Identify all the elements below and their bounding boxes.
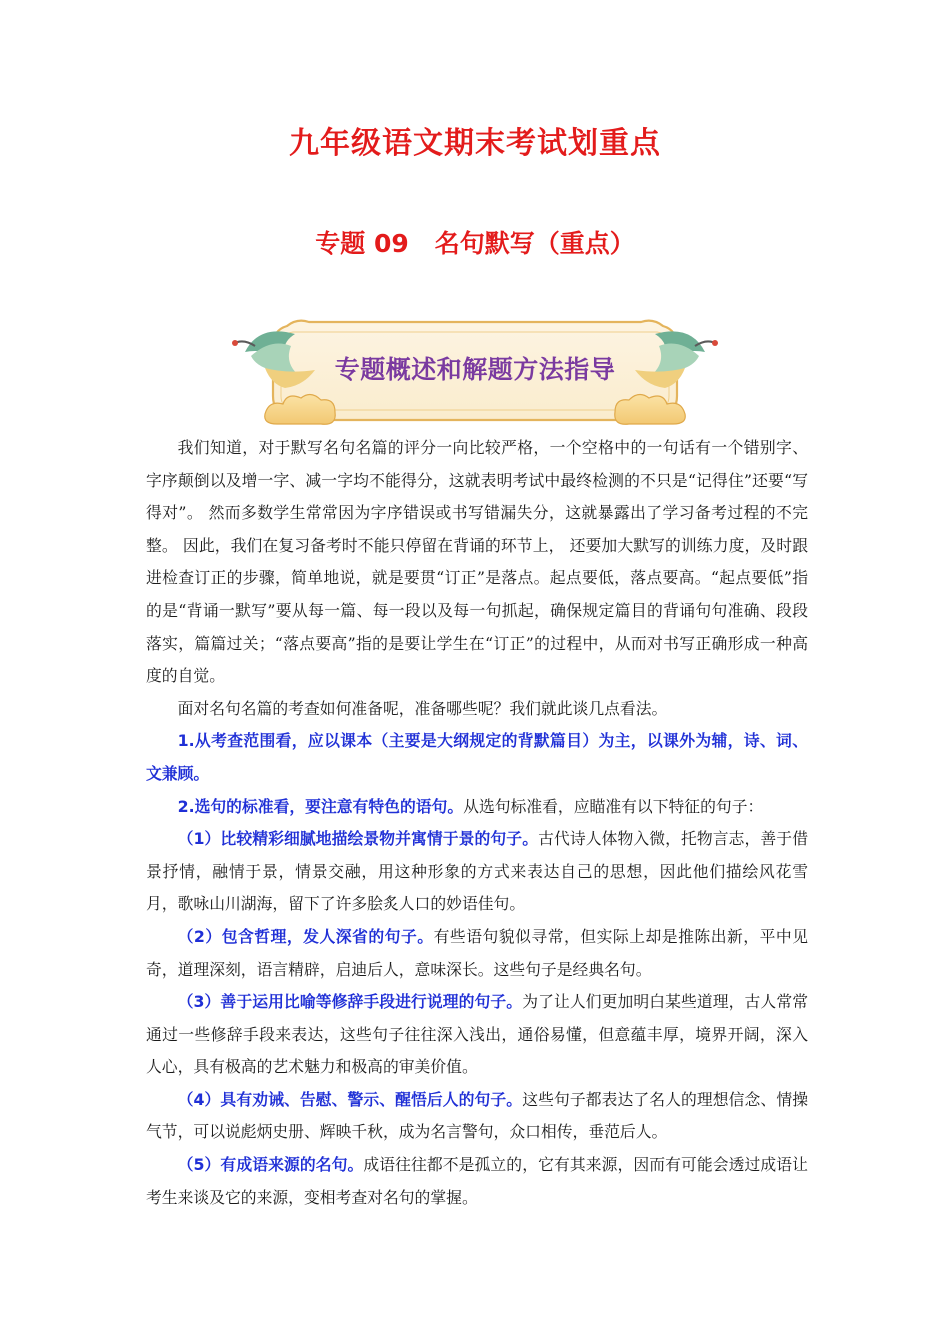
section-banner xyxy=(225,312,725,434)
paragraph-intro: 我们知道，对于默写名句名篇的评分一向比较严格，一个空格中的一句话有一个错别字、字序颠倒以及增一字、减一字均不能得分，这就表明考试中最终检测的不只是“记得住”还要“写得对”。 然而多数学生常常因为字序错误或书写错漏失分，这就暴露出了学习备考过程的不完整。 因此，我们在复习备考时不能只停留在背诵的环节上， 还要加大默写的训练力度，及时跟进检查订正的步骤，简单地说，就是要贯“订正”是落点。起点要低，落点要高。“起点要低”指的是“背诵一默写”要从每一篇、每一段以及每一句抓起，确保规定篇目的背诵句句准确、段段落实，篇篇过关；“落点要高”指的是要让学生在“订正”的过程中，从而对书写正确形成一种高度的自觉。 xyxy=(146,438,808,686)
sub-point-1-heading: （1）比较精彩细腻地描绘景物并寓情于景的句子。 xyxy=(177,829,539,849)
main-title: 九年级语文期末考试划重点 xyxy=(289,126,661,161)
sub-point-4-text: 这些句子都表达了名人的理想信念、情操气节，可以说彪炳史册、辉映千秋，成为名言警句，众口相传，垂范后人。 xyxy=(146,1089,808,1142)
point-2-text: 从选句标准看，应瞄准有以下特征的句子： xyxy=(463,796,764,816)
sub-point-2 xyxy=(146,921,808,986)
sub-point-1 xyxy=(146,823,808,921)
point-2-heading: 2.选句的标准看，要注意有特色的语句。 xyxy=(177,796,464,816)
sub-point-3 xyxy=(146,986,808,1084)
sub-point-3-text: 为了让人们更加明白某些道理，古人常常通过一些修辞手段来表达，这些句子往往深入浅出，通俗易懂，但意蕴丰厚，境界开阔，深入人心，具有极高的艺术魅力和极高的审美价值。 xyxy=(146,992,808,1077)
sub-point-2-heading: （2）包含哲理，发人深省的句子。 xyxy=(177,926,434,946)
sub-point-5 xyxy=(146,1149,808,1214)
sub-title-prefix: 专题 09 xyxy=(315,229,409,258)
sub-point-5-heading: （5）有成语来源的名句。 xyxy=(177,1155,364,1175)
sub-point-4 xyxy=(146,1084,808,1149)
sub-point-1-text: 古代诗人体物入微，托物言志，善于借景抒情，融情于景，情景交融，用这种形象的方式来表达自己的思想，因此他们描绘风花雪月，歌咏山川湖海，留下了许多脍炙人口的妙语佳句。 xyxy=(146,829,808,914)
sub-point-4-heading: （4）具有劝诫、告慰、警示、醒悟后人的句子。 xyxy=(177,1089,523,1109)
sub-point-5-text: 成语往往都不是孤立的，它有其来源，因而有可能会透过成语让考生来谈及它的来源，变相考查对名句的掌握。 xyxy=(146,1155,808,1207)
banner-title: 专题概述和解题方法指导 xyxy=(334,355,616,384)
paragraph-question: 面对名句名篇的考查如何准备呢，准备哪些呢？我们就此谈几点看法。 xyxy=(177,698,668,718)
sub-point-2-text: 有些语句貌似寻常，但实际上却是推陈出新，平中见奇，道理深刻，语言精辟，启迪后人，意味深长。这些句子是经典名句。 xyxy=(146,926,808,979)
point-1-heading: 1.从考查范围看，应以课本（主要是大纲规定的背默篇目）为主，以课外为辅，诗、词、文兼顾。 xyxy=(146,731,808,783)
point-2 xyxy=(146,791,808,824)
sub-title xyxy=(0,224,950,260)
body-content xyxy=(146,432,808,1214)
point-1 xyxy=(146,725,808,790)
sub-title-main: 名句默写（重点） xyxy=(434,229,635,258)
sub-point-3-heading: （3）善于运用比喻等修辞手段进行说理的句子。 xyxy=(177,992,523,1012)
